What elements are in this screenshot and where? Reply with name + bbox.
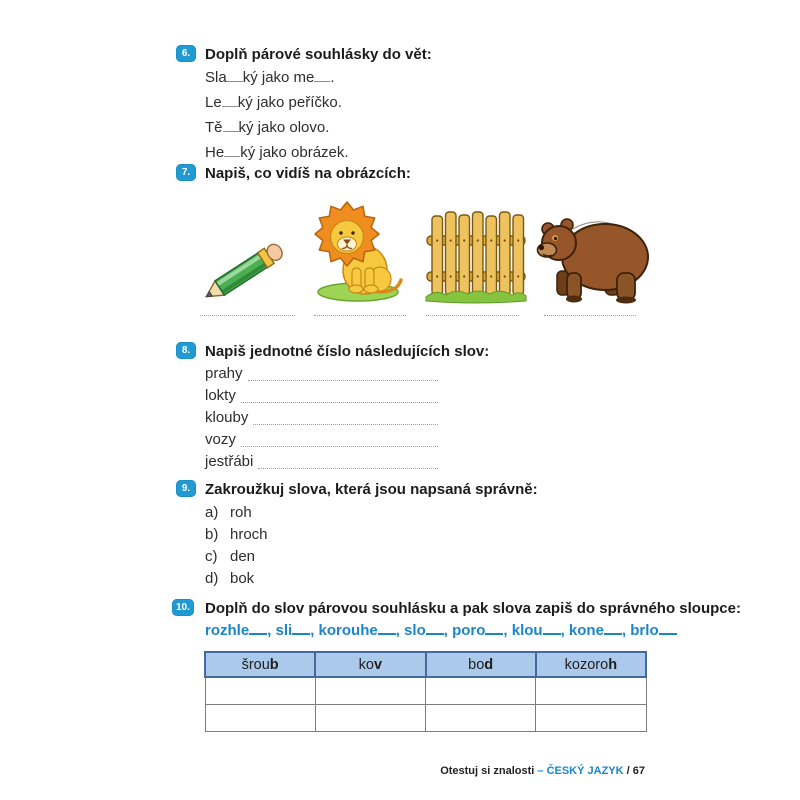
page-footer [205,765,645,777]
answer-option[interactable] [205,546,268,568]
answer-line[interactable] [426,315,519,316]
answer-line[interactable] [253,424,438,425]
exercise-7-number-badge: 7. [176,164,196,181]
plural-word: lokty [205,387,236,404]
answer-option[interactable] [205,502,268,524]
option-letter: b) [205,526,219,543]
exercise-9-options [205,502,268,590]
lion-image [302,192,410,304]
table-cell[interactable] [426,705,536,732]
fill-blank[interactable] [249,631,267,635]
plural-word: jestřábi [205,453,254,470]
word-row [205,429,438,451]
answer-line[interactable] [314,315,406,316]
word-row [205,451,438,473]
exercise-6-number-badge: 6. [176,45,196,62]
fill-blank[interactable] [659,631,677,635]
table-column-header: kozoroh [536,652,646,677]
word-row [205,385,438,407]
plural-word: klouby [205,409,249,426]
table-cell[interactable] [205,705,315,732]
answer-line[interactable] [241,446,438,447]
exercise-7-title: Napiš, co vidíš na obrázcích: [205,165,411,182]
sentence-with-blank: Tě ký jako olovo. [205,119,330,136]
table-cell[interactable] [536,677,646,705]
table-cell[interactable] [536,705,646,732]
table-row [205,705,646,732]
answer-line[interactable] [258,468,438,469]
fill-blank[interactable] [292,631,310,635]
table-header-row [205,652,646,677]
fill-blank[interactable] [485,631,503,635]
answer-option[interactable] [205,568,268,590]
sentence-with-blank: Sla ký jako me . [205,69,335,86]
footer-dash: – [534,765,547,777]
table-column-header: šroub [205,652,315,677]
fill-blank[interactable] [604,631,622,635]
footer-page-number: / 67 [623,765,645,777]
table-cell[interactable] [315,705,425,732]
table-cell[interactable] [205,677,315,705]
footer-subject: ČESKÝ JAZYK [546,765,624,777]
fill-blank[interactable] [222,104,238,107]
option-letter: d) [205,570,219,587]
exercise-10-title: Doplň do slov párovou souhlásku a pak slova zapiš do správného sloupce: [205,600,741,617]
sentence-with-blank: He ký jako obrázek. [205,144,349,161]
word-row [205,363,438,385]
fill-blank[interactable] [224,154,240,157]
fill-blank[interactable] [223,129,239,132]
exercise-8-word-list [205,363,438,473]
exercise-8-number-badge: 8. [176,342,196,359]
plural-word: prahy [205,365,243,382]
table-row [205,677,646,705]
exercise-8-title: Napiš jednotné číslo následujících slov: [205,343,490,360]
fill-blank[interactable] [543,631,561,635]
option-word: den [230,548,256,565]
sorting-table [204,651,647,732]
answer-line[interactable] [248,380,438,381]
table-column-header: kov [315,652,425,677]
option-word: roh [230,504,252,521]
fence-image [424,202,528,306]
table-cell[interactable] [426,677,536,705]
option-word: bok [230,570,255,587]
exercise-9-title: Zakroužkuj slova, která jsou napsaná správně: [205,481,538,498]
answer-line[interactable] [544,315,636,316]
answer-line[interactable] [241,402,438,403]
answer-line[interactable] [200,315,295,316]
fill-blank[interactable] [426,631,444,635]
exercise-10-number-badge: 10. [172,599,194,616]
option-word: hroch [230,526,268,543]
exercise-10-word-list: rozhle , sli , korouhe , slo , poro , klou , kone , brlo [205,622,677,639]
fill-blank[interactable] [227,79,243,82]
answer-option[interactable] [205,524,268,546]
exercise-9-number-badge: 9. [176,480,196,497]
fill-blank[interactable] [378,631,396,635]
table-column-header: bod [426,652,536,677]
footer-text: Otestuj si znalosti [440,765,535,777]
word-row [205,407,438,429]
exercise-6-title: Doplň párové souhlásky do vět: [205,46,432,63]
exercise-6-sentences [205,65,349,165]
table-cell[interactable] [315,677,425,705]
pencil-image [194,232,294,312]
bear-image [535,211,651,305]
option-letter: c) [205,548,218,565]
sentence-with-blank: Le ký jako peříčko. [205,94,342,111]
option-letter: a) [205,504,219,521]
fill-blank[interactable] [314,79,330,82]
plural-word: vozy [205,431,236,448]
